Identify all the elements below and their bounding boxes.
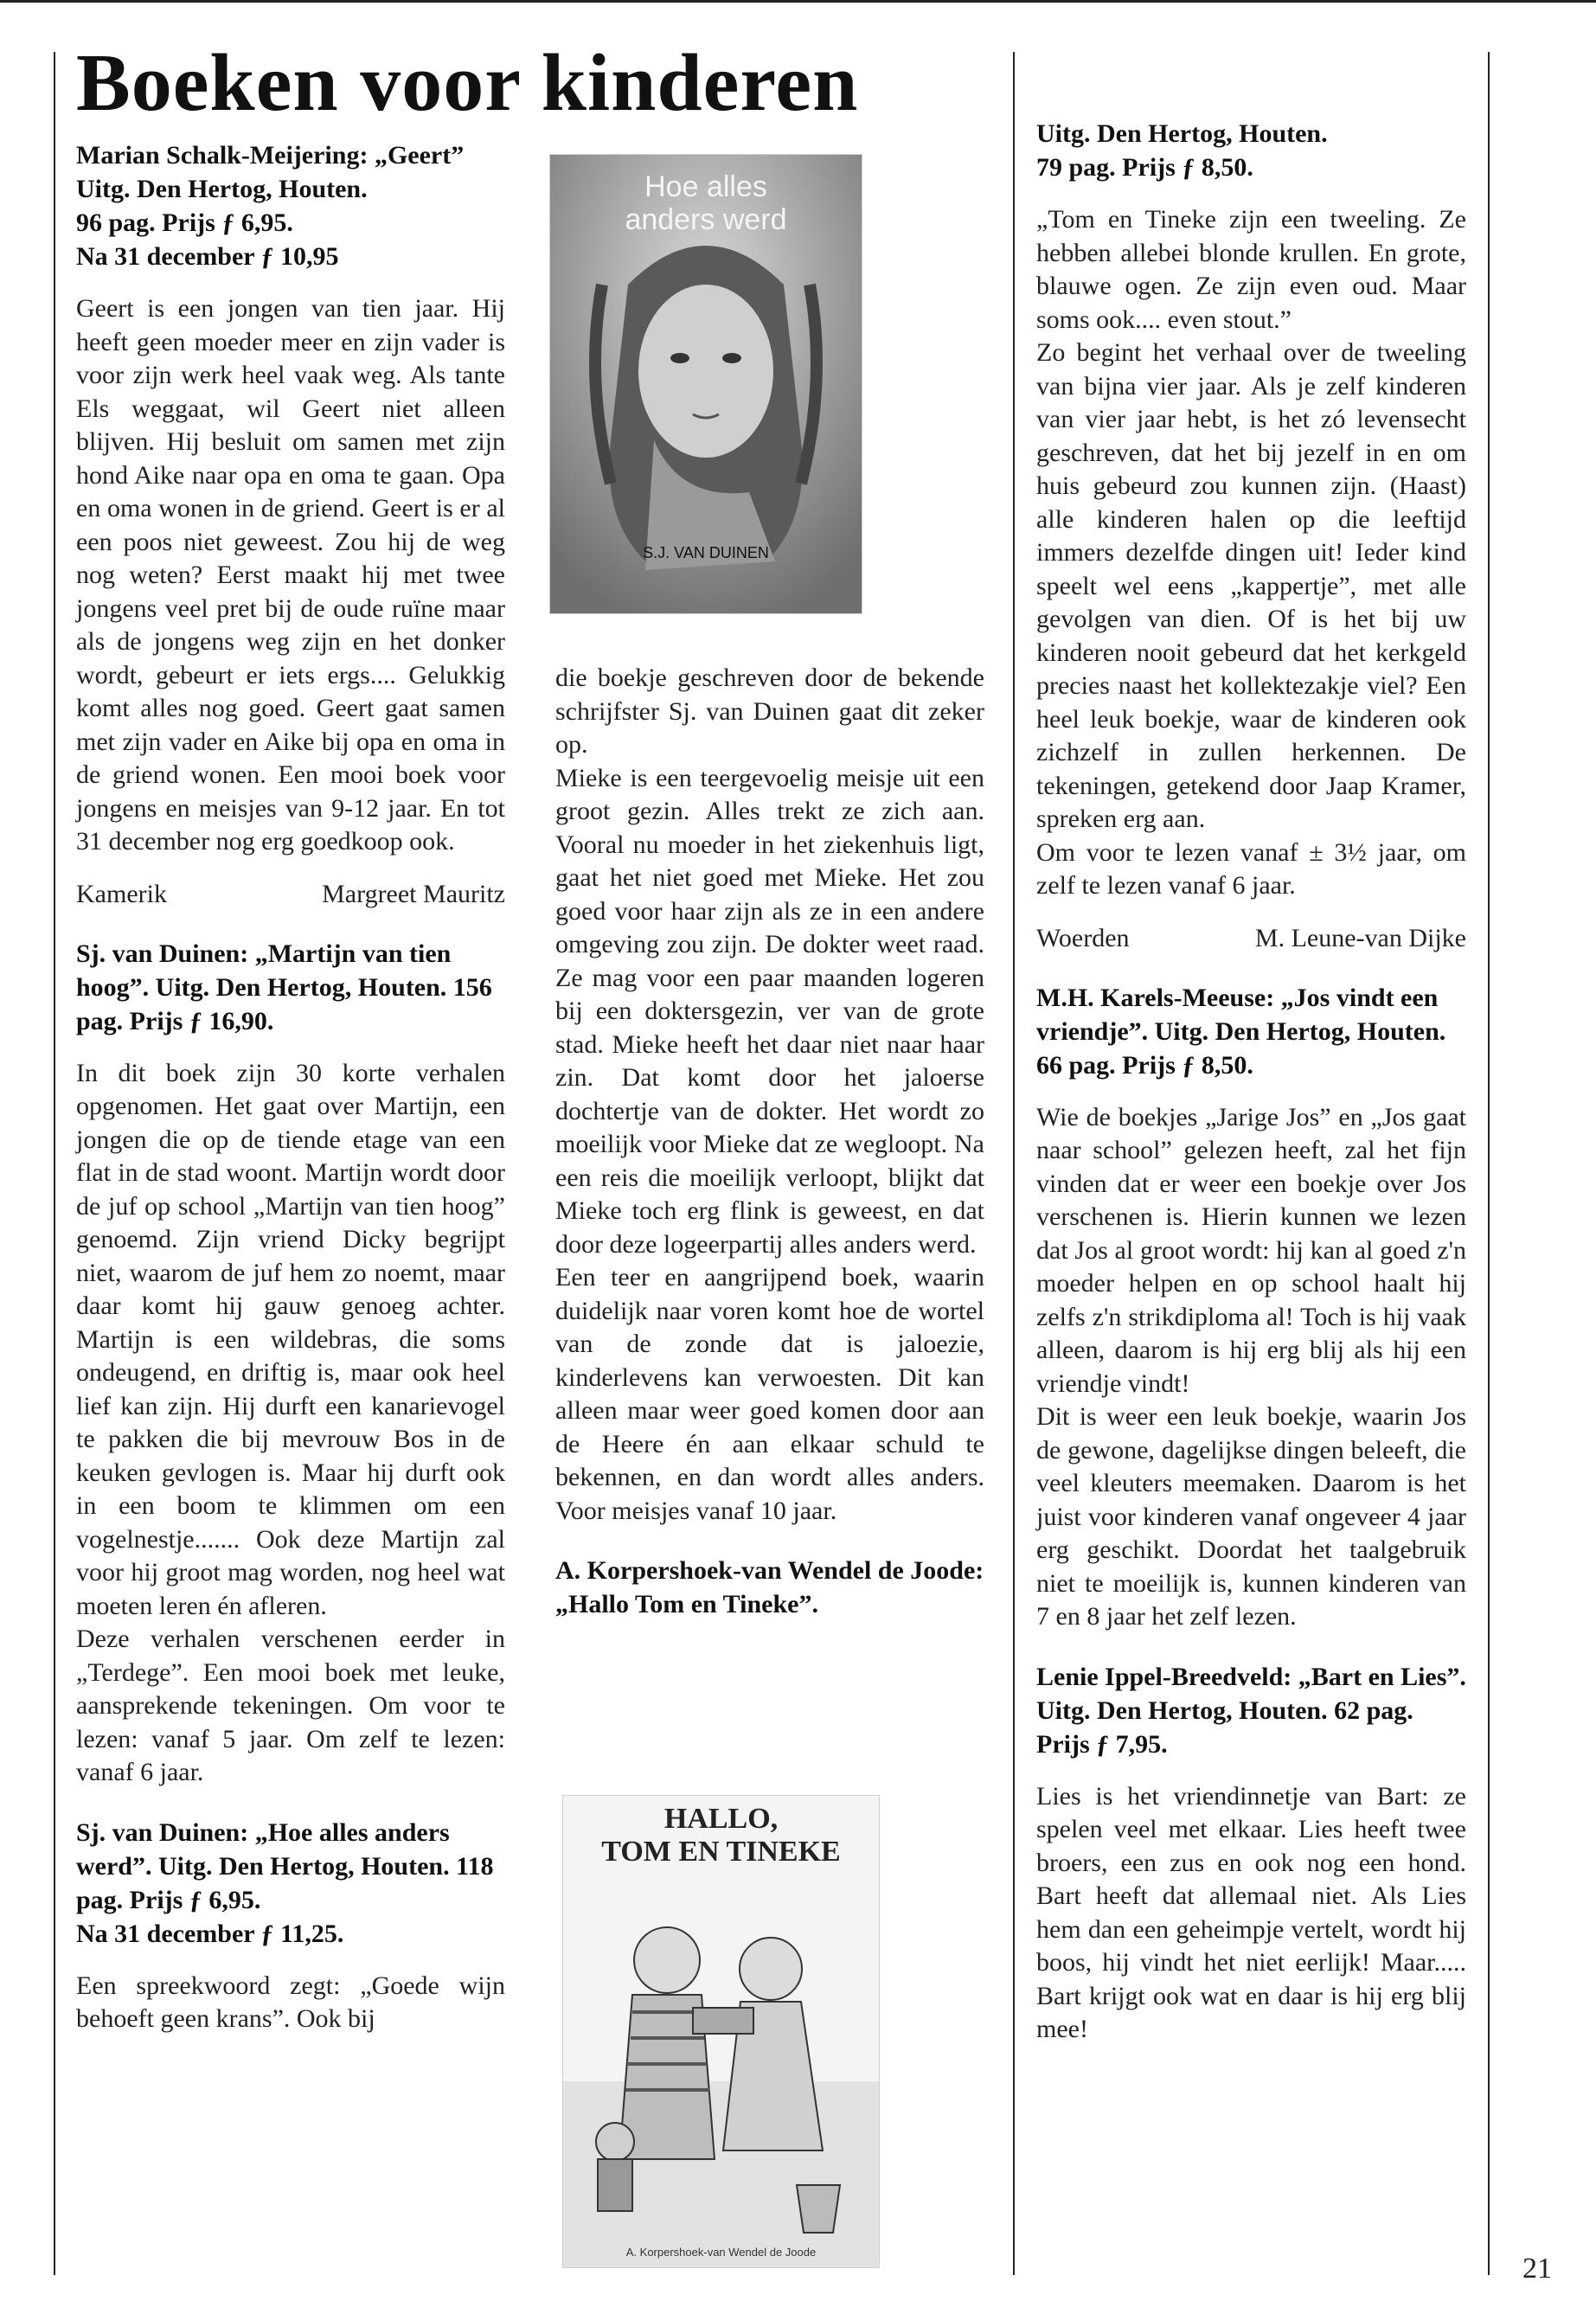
review-martijn [76, 937, 505, 1790]
book-cover-hoe-alles-anders-werd [549, 154, 862, 614]
review-text: Een spreekwoord zegt: „Goede wijn behoeft geen krans”. Ook bij [76, 1971, 505, 2033]
column-1 [76, 138, 505, 2036]
review-text: Wie de boekjes „Jarige Jos” en „Jos gaat naar school” gelezen heeft, zal het fijn vinden dat er weer een boekje over Jos verschenen is. Hierin kunnen we lezen dat Jos al groot wordt: hij kan al goed z'n moeder helpen en op school haalt hij zelfs z'n strikdiploma al! Toch is hij vaak alleen, daarom is hij erg blij als hij een vriendje vindt! [1036, 1102, 1466, 1398]
review-heading: Marian Schalk-Meijering: „Geert” [76, 141, 465, 170]
review-heading: Sj. van Duinen: „Hoe alles anders werd”. Uitg. Den Hertog, Houten. 118 pag. Prijs ƒ 6,95. [76, 1817, 494, 1914]
review-text: Lies is het vriendinnetje van Bart: ze spelen veel met elkaar. Lies heeft twee broers, een zus en ook nog een hond. Bart heeft dat allemaal niet. Als Lies hem dan een geheimpje vertelt, wordt hij boos, hij vindt het niet eerlijk! Maar..... Bart krijgt ook wat en daar is hij erg blij mee! [1036, 1781, 1466, 2043]
column-rule-left [54, 52, 55, 2275]
cover-author: A. Korpershoek-van Wendel de Joode [625, 2246, 817, 2259]
reviewer-name: M. Leune-van Dijke [1254, 923, 1466, 952]
cover-title-line: anders werd [625, 203, 787, 236]
review-hoe-alles-anders-werd [76, 1816, 505, 2036]
review-bart-en-lies [1036, 1660, 1466, 2047]
top-rule [0, 0, 1596, 3]
review-text: die boekje geschreven door de bekende schrijfster Sj. van Duinen gaat dit zeker op. [555, 663, 984, 759]
review-heading: Uitg. Den Hertog, Houten. [76, 175, 368, 203]
review-heading: Uitg. Den Hertog, Houten. [1036, 119, 1328, 148]
review-heading: Sj. van Duinen: „Martijn van tien hoog”. Uitg. Den Hertog, Houten. 156 pag. Prijs ƒ 16,90. [76, 939, 492, 1035]
review-text: Zo begint het verhaal over de tweeling van bijna vier jaar. Als je zelf kinderen van vier jaar hebt, is het zó levensecht geschreven, dat het bij jezelf in en om huis gebeurd zou kunnen zijn. (Haast) alle kinderen halen op die leeftijd immers dezelfde dingen uit! Ieder kind speelt wel eens „kappertje”, met alle gevolgen van dien. Of is het bij uw kinderen nooit gebeurd dat het kerkgeld precies naast het kollektezakje viel? Een heel leuk boekje, waar de kinderen ook zichzelf in zullen herkennen. De tekeningen, getekend door Jaap Kramer, spreken erg aan. [1036, 338, 1466, 833]
review-signature [1036, 922, 1466, 955]
review-signature [76, 878, 505, 911]
review-heading: Na 31 december ƒ 11,25. [76, 1919, 344, 1948]
review-heading: Na 31 december ƒ 10,95 [76, 242, 339, 271]
cover-author: S.J. VAN DUINEN [643, 544, 769, 561]
reviewer-name: Margreet Mauritz [322, 879, 505, 908]
review-text: Een teer en aangrijpend boek, waarin duidelijk naar voren komt hoe de wortel van de zonde dat is jaloezie, kinderlevens kan verwoesten. Dit kan alleen maar weer goed komen door aan de Heere én aan elkaar schuld te bekennen, en dan wordt alles anders. Voor meisjes vanaf 10 jaar. [555, 1263, 984, 1525]
review-text: Mieke is een teergevoelig meisje uit een groot gezin. Alles trekt ze zich aan. Vooral nu moeder in het ziekenhuis ligt, gaat het niet goed met Mieke. Het zou goed voor haar zijn als ze in een andere omgeving zou zijn. De dokter weet raad. Ze mag voor een paar maanden logeren bij een doktersgezin, ver van de grote stad. Mieke heeft het daar niet naar haar zin. Dat komt door het jaloerse dochtertje van de dokter. Het wordt zo moeilijk voor Mieke dat ze wegloopt. Na een reis die moeilijk verloopt, blijkt dat Mieke toch erg flink is geweest, en dat door deze logeerpartij alles anders werd. [555, 763, 984, 1259]
review-text: Om voor te lezen vanaf ± 3½ jaar, om zelf te lezen vanaf 6 jaar. [1036, 837, 1466, 900]
cover-title-line: TOM EN TINEKE [601, 1836, 841, 1868]
reviewer-place: Kamerik [76, 879, 167, 908]
column-3 [1036, 117, 1466, 2047]
review-heading: Lenie Ippel-Breedveld: „Bart en Lies”. Uitg. Den Hertog, Houten. 62 pag. Prijs ƒ 7,95. [1036, 1662, 1466, 1759]
book-cover-hallo-tom-en-tineke [562, 1795, 880, 2268]
review-geert [76, 138, 505, 911]
page-number: 21 [1522, 2253, 1552, 2285]
cover-title [550, 170, 862, 236]
review-heading: 79 pag. Prijs ƒ 8,50. [1036, 153, 1253, 182]
review-heading: M.H. Karels-Meeuse: „Jos vindt een vriendje”. Uitg. Den Hertog, Houten. 66 pag. Prijs ƒ 8,50. [1036, 983, 1446, 1080]
review-jos [1036, 981, 1466, 1634]
page-title: Boeken voor kinderen [76, 38, 859, 128]
cover-title-line: HALLO, [663, 1803, 779, 1835]
reviewer-place: Woerden [1036, 923, 1130, 952]
review-heading: 96 pag. Prijs ƒ 6,95. [76, 208, 293, 237]
column-2 [555, 662, 984, 1621]
column-rule-mid [1013, 52, 1015, 2275]
review-text: „Tom en Tineke zijn een tweeling. Ze hebben allebei blonde krullen. En grote, blauwe ogen. Ze zijn even oud. Maar soms ook.... even stout.” [1036, 205, 1466, 334]
column-rule-right [1488, 52, 1490, 2275]
review-text: Geert is een jongen van tien jaar. Hij heeft geen moeder meer en zijn vader is voor zijn werk heel vaak weg. Als tante Els weggaat, wil Geert niet alleen blijven. Hij besluit om samen met zijn hond Aike naar opa en oma te gaan. Opa en oma wonen in de griend. Geert is er al een poos niet geweest. Zou hij de weg nog weten? Eerst maakt hij met twee jongens veel pret bij de oude ruïne maar als de jongens weg zijn en het donker wordt, gebeurt er iets ergs.... Gelukkig komt alles nog goed. Geert gaat samen met zijn vader en Aike bij opa en oma in de griend wonen. Een mooi boek voor jongens en meisjes van 9-12 jaar. En tot 31 december nog erg goedkoop ook. [76, 294, 505, 856]
review-text: Deze verhalen verschenen eerder in „Terdege”. Een mooi boek met leuke, aansprekende tekeningen. Om voor te lezen: vanaf 5 jaar. Om zelf te lezen: vanaf 6 jaar. [76, 1625, 505, 1786]
cover-title-line: Hoe alles [644, 170, 767, 203]
review-heading: A. Korpershoek-van Wendel de Joode: „Hallo Tom en Tineke”. [555, 1556, 984, 1618]
review-text: In dit boek zijn 30 korte verhalen opgenomen. Het gaat over Martijn, een jongen die op de tiende etage van een flat in de stad woont. Martijn wordt door de juf op school „Martijn van tien hoog” genoemd. Zijn vriend Dicky begrijpt niet, waarom de juf hem zo noemt, maar daar komt hij gauw genoeg achter. Martijn is een wildebras, die soms ondeugend, en driftig is, maar ook heel lief kan zijn. Hij durft een kanarievogel te pakken die bij mevrouw Bos in de keuken gevlogen is. Maar hij durft ook in een boom te klimmen om een vogelnestje....... Ook deze Martijn zal voor hij groot mag worden, nog heel wat moeten leren én afleren. [76, 1058, 505, 1620]
cover-title [563, 1803, 879, 1868]
review-text: Dit is weer een leuk boekje, waarin Jos de gewone, dagelijkse dingen beleeft, die veel kleuters meemaken. Daarom is het juist voor kinderen vanaf ongeveer 4 jaar erg geschikt. Doordat het taalgebruik niet te moeilijk is, kunnen kinderen van 7 en 8 jaar het zelf lezen. [1036, 1402, 1466, 1631]
